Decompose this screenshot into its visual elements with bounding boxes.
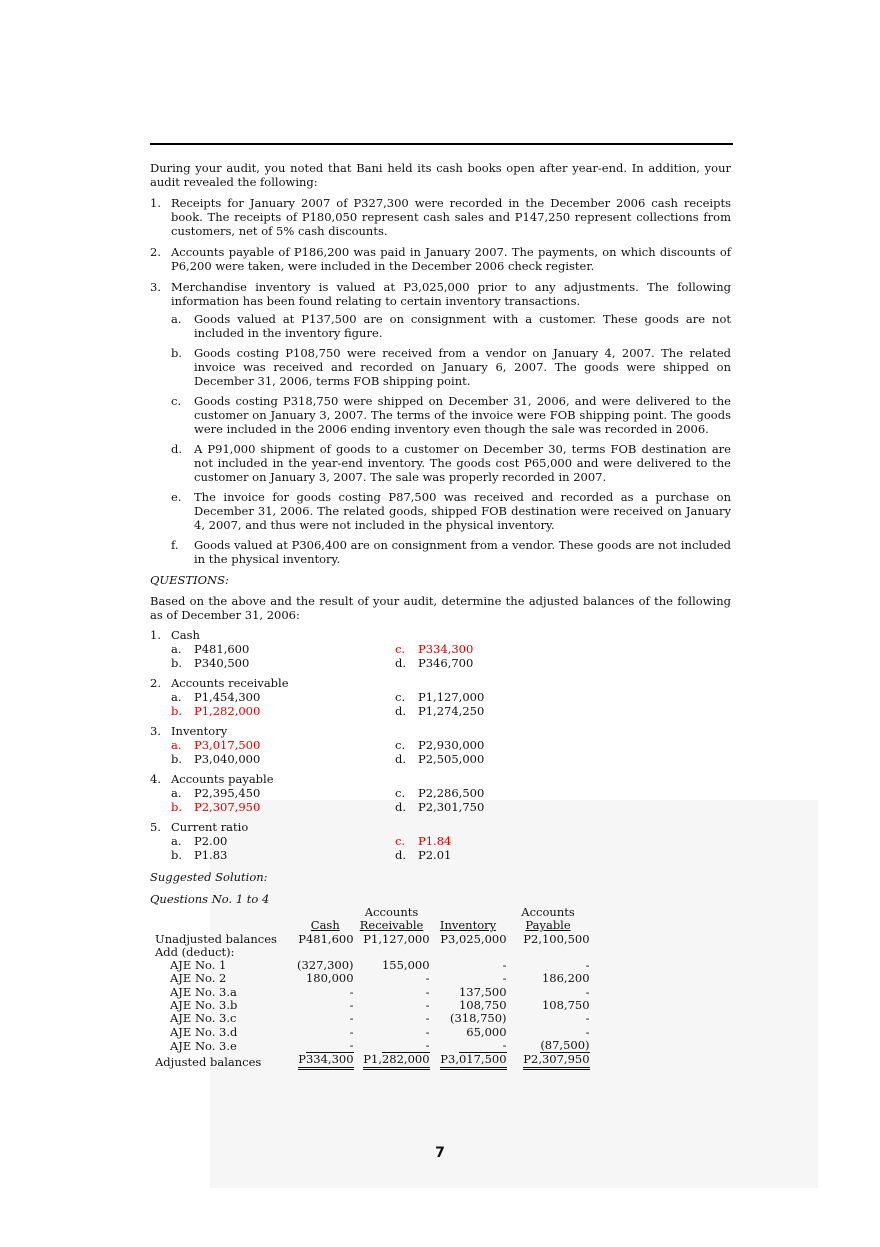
- subitem-text: Goods costing P318,750 were shipped on December 31, 2006, and were delivered to the customer on January 3, 2007. The terms of the invoice were FOB shipping point. The goods were included in the 2006 ending inventory even though the sale was recorded in 2006.: [194, 394, 731, 436]
- option-letter: a.: [171, 834, 182, 848]
- question-item: [150, 724, 731, 766]
- cell-ap: -: [585, 1011, 590, 1026]
- subitem-text: Goods valued at P306,400 are on consignment from a vendor. These goods are not included in the physical inventory.: [194, 538, 731, 566]
- cell-inventory: P3,025,000: [440, 931, 507, 946]
- option-letter: c.: [395, 834, 406, 848]
- question-title: Accounts receivable: [171, 676, 289, 690]
- option-value: P334,300: [418, 642, 474, 656]
- item-text: Merchandise inventory is valued at P3,025,000 prior to any adjustments. The following information has been found relating to certain inventory transactions.: [171, 280, 731, 308]
- option-letter: b.: [171, 704, 183, 718]
- table-row: [155, 1012, 590, 1025]
- option-letter: b.: [171, 848, 183, 862]
- cell-ar: -: [425, 971, 430, 986]
- question-title: Accounts payable: [171, 772, 274, 786]
- subitem-text: Goods costing P108,750 were received from a vendor on January 4, 2007. The related invoice was received and recorded on January 6, 2007. The goods were shipped on December 31, 2006, terms FOB shipping point.: [194, 346, 731, 388]
- option-b: [171, 848, 395, 862]
- row-label: AJE No. 3.a: [170, 984, 237, 999]
- row-label: Adjusted balances: [155, 1055, 262, 1070]
- option-b: [171, 656, 395, 670]
- cell-cash: -: [349, 998, 354, 1013]
- table-row: [155, 972, 590, 985]
- subitem: [171, 490, 731, 532]
- option-b: [171, 704, 395, 718]
- option-value: P2.01: [418, 848, 452, 862]
- option-c: [395, 690, 619, 704]
- question-list: [150, 628, 731, 862]
- cell-inventory: P3,017,500: [440, 1053, 506, 1069]
- col-header-ap-top: Accounts: [521, 905, 575, 919]
- option-value: P1,454,300: [194, 690, 261, 704]
- cell-inventory: 137,500: [458, 984, 507, 999]
- table-row: [155, 999, 590, 1012]
- option-a: [171, 786, 395, 800]
- option-letter: d.: [395, 800, 407, 814]
- option-value: P1,127,000: [418, 690, 485, 704]
- option-letter: a.: [171, 786, 182, 800]
- row-label: AJE No. 3.c: [170, 1011, 237, 1026]
- subitem-text: The invoice for goods costing P87,500 was received and recorded as a purchase on December 31, 2006. The related goods, shipped FOB destination were received on January 4, 2007, and thus were not included in the physical inventory.: [194, 490, 731, 532]
- subitem-letter: a.: [171, 312, 182, 326]
- option-value: P2,930,000: [418, 738, 485, 752]
- cell-ap: -: [585, 1024, 590, 1039]
- subitem-letter: f.: [171, 538, 179, 552]
- question-title: Inventory: [171, 724, 228, 738]
- item-number: 2.: [150, 245, 161, 259]
- subitem-letter: c.: [171, 394, 182, 408]
- option-c: [395, 834, 619, 848]
- header-rule: [150, 143, 733, 145]
- subitem-text: A P91,000 shipment of goods to a customer on December 30, terms FOB destination are not included in the year-end inventory. The goods cost P65,000 and were delivered to the customer on January 3, 2007. The sale was properly recorded in 2007.: [194, 442, 731, 484]
- cell-ar: -: [382, 1039, 430, 1053]
- cell-cash: 180,000: [305, 971, 354, 986]
- option-value: P1,274,250: [418, 704, 485, 718]
- option-c: [395, 642, 619, 656]
- option-value: P3,040,000: [194, 752, 261, 766]
- question-title: Cash: [171, 628, 200, 642]
- option-row: [150, 704, 731, 718]
- option-letter: b.: [171, 752, 183, 766]
- option-row: [150, 690, 731, 704]
- question-title: Current ratio: [171, 820, 249, 834]
- option-value: P346,700: [418, 656, 474, 670]
- cell-ap: 186,200: [541, 971, 590, 986]
- col-header-cash: Cash: [310, 918, 340, 933]
- row-label: AJE No. 1: [170, 958, 227, 973]
- question-number: 3.: [150, 724, 161, 738]
- option-letter: d.: [395, 656, 407, 670]
- question-number: 2.: [150, 676, 161, 690]
- option-value: P2,301,750: [418, 800, 485, 814]
- option-letter: d.: [395, 752, 407, 766]
- page-number: 7: [435, 1145, 445, 1161]
- subitem: [171, 442, 731, 484]
- option-letter: d.: [395, 848, 407, 862]
- option-letter: d.: [395, 704, 407, 718]
- col-header-ar: Receivable: [359, 918, 424, 933]
- item-text: Accounts payable of P186,200 was paid in January 2007. The payments, on which discounts of P6,200 were taken, were included in the December 2006 check register.: [171, 245, 731, 273]
- question-item: [150, 772, 731, 814]
- row-label: Add (deduct):: [155, 944, 235, 959]
- cell-cash: -: [306, 1039, 354, 1053]
- option-a: [171, 738, 395, 752]
- option-value: P2,307,950: [194, 800, 261, 814]
- option-a: [171, 690, 395, 704]
- cell-cash: -: [349, 984, 354, 999]
- col-header-ap: Payable: [525, 918, 571, 933]
- subitem: [171, 394, 731, 436]
- table-row: [155, 959, 590, 972]
- subitem: [171, 346, 731, 388]
- subitem-list: [171, 312, 731, 566]
- question-item: [150, 628, 731, 670]
- option-d: [395, 704, 619, 718]
- subitem-text: Goods valued at P137,500 are on consignment with a customer. These goods are not included in the inventory figure.: [194, 312, 731, 340]
- cell-ar: -: [425, 1024, 430, 1039]
- question-number: 5.: [150, 820, 161, 834]
- suggested-solution-label: Suggested Solution:: [150, 870, 268, 884]
- option-value: P2,505,000: [418, 752, 485, 766]
- cell-ap: P2,307,950: [523, 1053, 589, 1069]
- option-row: [150, 752, 731, 766]
- cell-inventory: -: [502, 958, 507, 973]
- option-value: P1.83: [194, 848, 228, 862]
- solution-table: [155, 906, 590, 1070]
- option-d: [395, 800, 619, 814]
- questions-range-label: Questions No. 1 to 4: [150, 892, 270, 906]
- question-number: 1.: [150, 628, 161, 642]
- cell-ar: -: [425, 1011, 430, 1026]
- option-letter: a.: [171, 690, 182, 704]
- cell-inventory: -: [459, 1039, 507, 1053]
- option-d: [395, 656, 619, 670]
- option-letter: c.: [395, 642, 406, 656]
- row-label: AJE No. 3.d: [170, 1024, 238, 1039]
- item-text: Receipts for January 2007 of P327,300 were recorded in the December 2006 cash receipts book. The receipts of P180,050 represent cash sales and P147,250 represent collections from customers, net of 5% cash discounts.: [171, 196, 731, 238]
- option-row: [150, 834, 731, 848]
- table-row-adjusted: [155, 1053, 590, 1069]
- questions-intro: Based on the above and the result of your audit, determine the adjusted balances of the following as of December 31, 2006:: [150, 594, 731, 622]
- table-header-row-top: [155, 906, 590, 919]
- cell-cash: P481,600: [298, 931, 354, 946]
- subitem: [171, 312, 731, 340]
- cell-cash: (327,300): [297, 958, 354, 973]
- option-value: P1,282,000: [194, 704, 261, 718]
- list-item: [150, 245, 731, 273]
- option-b: [171, 800, 395, 814]
- row-label: AJE No. 3.e: [170, 1038, 237, 1053]
- cell-ar: -: [425, 998, 430, 1013]
- option-row: [150, 738, 731, 752]
- option-c: [395, 786, 619, 800]
- option-letter: a.: [171, 642, 182, 656]
- cell-cash: -: [349, 1024, 354, 1039]
- option-value: P2,395,450: [194, 786, 261, 800]
- cell-ap: P2,100,500: [523, 931, 590, 946]
- option-row: [150, 656, 731, 670]
- table-row: [155, 986, 590, 999]
- cell-ar: 155,000: [381, 958, 430, 973]
- cell-inventory: (318,750): [450, 1011, 507, 1026]
- option-letter: b.: [171, 656, 183, 670]
- cell-ar: P1,127,000: [363, 931, 430, 946]
- cell-ar: P1,282,000: [363, 1053, 429, 1069]
- cell-ap: (87,500): [540, 1037, 590, 1052]
- option-value: P2,286,500: [418, 786, 485, 800]
- cell-ap: -: [585, 984, 590, 999]
- subitem-letter: e.: [171, 490, 182, 504]
- option-value: P3,017,500: [194, 738, 261, 752]
- option-value: P340,500: [194, 656, 250, 670]
- option-d: [395, 752, 619, 766]
- list-item: [150, 196, 731, 238]
- row-label: AJE No. 3.b: [170, 998, 238, 1013]
- col-header-ar-top: Accounts: [364, 905, 419, 919]
- table-row-unadjusted: [155, 933, 590, 946]
- question-item: [150, 676, 731, 718]
- option-b: [171, 752, 395, 766]
- option-value: P481,600: [194, 642, 250, 656]
- item-number: 1.: [150, 196, 161, 210]
- table-row: [155, 1039, 590, 1053]
- table-header-row: [155, 919, 590, 932]
- aje-rows: [155, 959, 590, 1053]
- option-letter: c.: [395, 738, 406, 752]
- option-c: [395, 738, 619, 752]
- option-d: [395, 848, 619, 862]
- option-a: [171, 834, 395, 848]
- row-label: Unadjusted balances: [155, 931, 277, 946]
- subitem-letter: b.: [171, 346, 183, 360]
- option-letter: c.: [395, 690, 406, 704]
- option-row: [150, 642, 731, 656]
- cell-ar: -: [425, 984, 430, 999]
- option-value: P1.84: [418, 834, 452, 848]
- cell-inventory: 108,750: [458, 998, 507, 1013]
- table-row: [155, 1026, 590, 1039]
- question-number: 4.: [150, 772, 161, 786]
- list-item: [150, 280, 731, 566]
- questions-heading: QUESTIONS:: [150, 573, 229, 587]
- cell-cash: -: [349, 1011, 354, 1026]
- option-value: P2.00: [194, 834, 228, 848]
- option-a: [171, 642, 395, 656]
- intro-paragraph: During your audit, you noted that Bani held its cash books open after year-end. In addition, your audit revealed the following:: [150, 161, 731, 189]
- question-item: [150, 820, 731, 862]
- option-row: [150, 800, 731, 814]
- subitem-letter: d.: [171, 442, 183, 456]
- item-body: [171, 280, 731, 566]
- option-letter: c.: [395, 786, 406, 800]
- cell-inventory: 65,000: [466, 1024, 507, 1039]
- row-label: AJE No. 2: [170, 971, 227, 986]
- item-number: 3.: [150, 280, 161, 294]
- cell-ap: 108,750: [541, 998, 590, 1013]
- page-content: [150, 161, 731, 1070]
- table-row-add-deduct: [155, 946, 590, 959]
- option-row: [150, 848, 731, 862]
- col-header-inventory: Inventory: [439, 918, 497, 933]
- subitem: [171, 538, 731, 566]
- option-letter: a.: [171, 738, 182, 752]
- cell-inventory: -: [502, 971, 507, 986]
- cell-ap: -: [585, 958, 590, 973]
- cell-cash: P334,300: [298, 1053, 353, 1069]
- option-row: [150, 786, 731, 800]
- option-letter: b.: [171, 800, 183, 814]
